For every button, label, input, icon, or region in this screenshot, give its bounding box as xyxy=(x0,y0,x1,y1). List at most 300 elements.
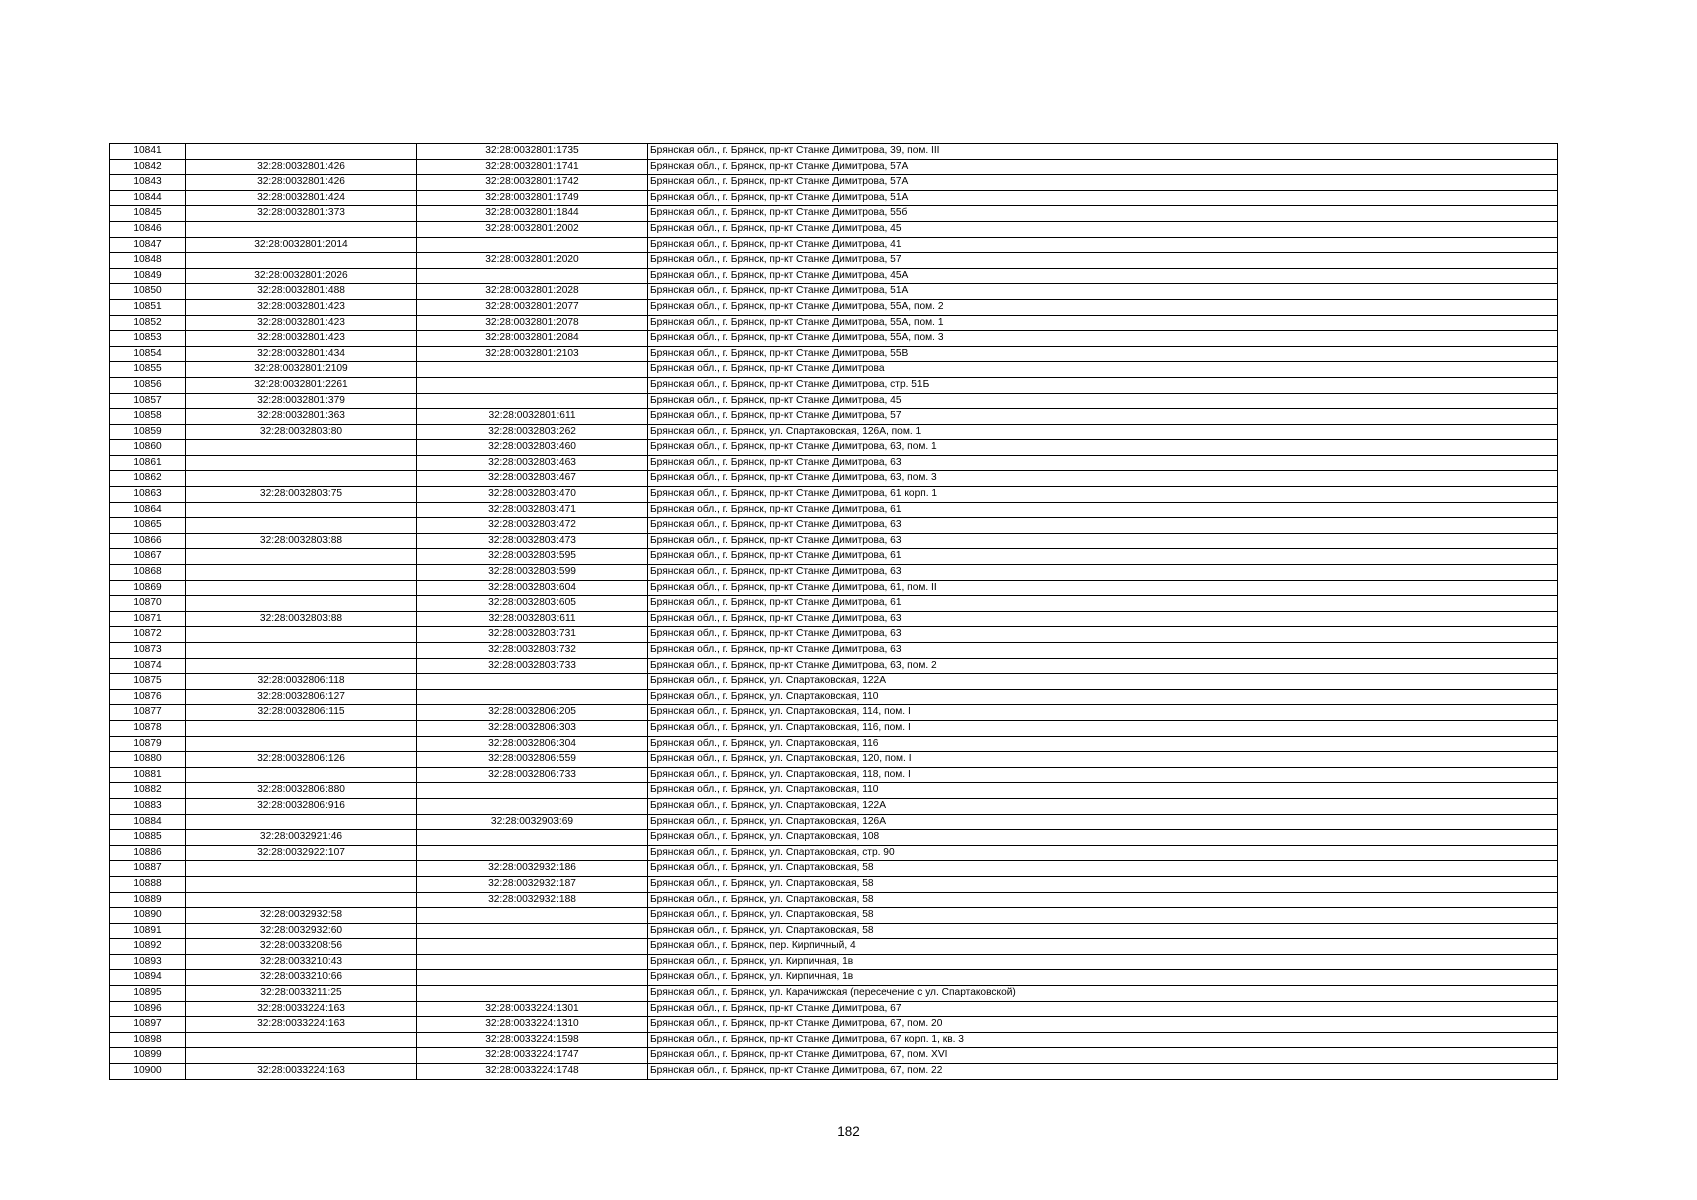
table-row xyxy=(110,253,1558,269)
address-cell: Брянская обл., г. Брянск, пр-кт Станке Димитрова, 67 xyxy=(648,1001,1558,1017)
address-cell: Брянская обл., г. Брянск, пр-кт Станке Димитрова, 57А xyxy=(648,175,1558,191)
row-number-cell: 10857 xyxy=(110,393,186,409)
table-row xyxy=(110,1017,1558,1033)
parcel-number-cell: 32:28:0032803:80 xyxy=(186,424,417,440)
parcel-number-cell xyxy=(186,221,417,237)
table-row xyxy=(110,502,1558,518)
row-number-cell: 10844 xyxy=(110,190,186,206)
object-number-cell xyxy=(417,908,648,924)
table-row xyxy=(110,689,1558,705)
parcel-number-cell: 32:28:0032801:2014 xyxy=(186,237,417,253)
parcel-number-cell: 32:28:0033210:66 xyxy=(186,970,417,986)
address-cell: Брянская обл., г. Брянск, пер. Кирпичный, 4 xyxy=(648,939,1558,955)
address-cell: Брянская обл., г. Брянск, пр-кт Станке Димитрова, 61 xyxy=(648,502,1558,518)
table-row xyxy=(110,876,1558,892)
row-number-cell: 10878 xyxy=(110,720,186,736)
object-number-cell: 32:28:0032803:611 xyxy=(417,611,648,627)
table-row xyxy=(110,299,1558,315)
parcel-number-cell xyxy=(186,471,417,487)
parcel-number-cell: 32:28:0032922:107 xyxy=(186,845,417,861)
object-number-cell: 32:28:0032932:186 xyxy=(417,861,648,877)
address-cell: Брянская обл., г. Брянск, ул. Спартаковская, стр. 90 xyxy=(648,845,1558,861)
parcel-number-cell xyxy=(186,549,417,565)
address-cell: Брянская обл., г. Брянск, пр-кт Станке Димитрова, 63 xyxy=(648,627,1558,643)
parcel-number-cell: 32:28:0032921:46 xyxy=(186,830,417,846)
row-number-cell: 10860 xyxy=(110,440,186,456)
parcel-number-cell xyxy=(186,518,417,534)
table-row xyxy=(110,861,1558,877)
table-row xyxy=(110,643,1558,659)
address-cell: Брянская обл., г. Брянск, пр-кт Станке Димитрова xyxy=(648,362,1558,378)
object-number-cell: 32:28:0032932:187 xyxy=(417,876,648,892)
address-cell: Брянская обл., г. Брянск, пр-кт Станке Димитрова, 55А, пом. 2 xyxy=(648,299,1558,315)
object-number-cell: 32:28:0032803:463 xyxy=(417,455,648,471)
row-number-cell: 10863 xyxy=(110,487,186,503)
parcel-number-cell: 32:28:0032932:58 xyxy=(186,908,417,924)
table-row xyxy=(110,424,1558,440)
object-number-cell xyxy=(417,268,648,284)
parcel-number-cell: 32:28:0032801:423 xyxy=(186,331,417,347)
row-number-cell: 10853 xyxy=(110,331,186,347)
table-row xyxy=(110,331,1558,347)
row-number-cell: 10852 xyxy=(110,315,186,331)
parcel-number-cell xyxy=(186,643,417,659)
row-number-cell: 10900 xyxy=(110,1064,186,1080)
table-row xyxy=(110,845,1558,861)
row-number-cell: 10885 xyxy=(110,830,186,846)
address-cell: Брянская обл., г. Брянск, пр-кт Станке Димитрова, 57 xyxy=(648,253,1558,269)
table-row xyxy=(110,487,1558,503)
table-row xyxy=(110,798,1558,814)
object-number-cell: 32:28:0032803:473 xyxy=(417,533,648,549)
table-row xyxy=(110,1048,1558,1064)
table-row xyxy=(110,159,1558,175)
parcel-number-cell: 32:28:0033224:163 xyxy=(186,1017,417,1033)
object-number-cell: 32:28:0032803:733 xyxy=(417,658,648,674)
row-number-cell: 10841 xyxy=(110,144,186,160)
object-number-cell: 32:28:0032801:1749 xyxy=(417,190,648,206)
address-cell: Брянская обл., г. Брянск, пр-кт Станке Димитрова, 63, пом. 2 xyxy=(648,658,1558,674)
address-cell: Брянская обл., г. Брянск, ул. Кирпичная, 1в xyxy=(648,954,1558,970)
row-number-cell: 10899 xyxy=(110,1048,186,1064)
address-cell: Брянская обл., г. Брянск, пр-кт Станке Димитрова, 45А xyxy=(648,268,1558,284)
table-row xyxy=(110,1032,1558,1048)
object-number-cell: 32:28:0032801:2002 xyxy=(417,221,648,237)
row-number-cell: 10842 xyxy=(110,159,186,175)
address-cell: Брянская обл., г. Брянск, ул. Спартаковская, 58 xyxy=(648,861,1558,877)
row-number-cell: 10876 xyxy=(110,689,186,705)
row-number-cell: 10851 xyxy=(110,299,186,315)
parcel-number-cell xyxy=(186,565,417,581)
address-cell: Брянская обл., г. Брянск, пр-кт Станке Димитрова, 51А xyxy=(648,284,1558,300)
parcel-number-cell: 32:28:0032803:88 xyxy=(186,533,417,549)
row-number-cell: 10859 xyxy=(110,424,186,440)
table-row xyxy=(110,175,1558,191)
parcel-number-cell: 32:28:0032803:75 xyxy=(186,487,417,503)
parcel-number-cell: 32:28:0032801:488 xyxy=(186,284,417,300)
table-row xyxy=(110,954,1558,970)
row-number-cell: 10895 xyxy=(110,986,186,1002)
table-row xyxy=(110,923,1558,939)
address-cell: Брянская обл., г. Брянск, пр-кт Станке Димитрова, 63 xyxy=(648,565,1558,581)
table-row xyxy=(110,939,1558,955)
object-number-cell: 32:28:0033224:1310 xyxy=(417,1017,648,1033)
table-row xyxy=(110,518,1558,534)
object-number-cell: 32:28:0032801:1741 xyxy=(417,159,648,175)
address-cell: Брянская обл., г. Брянск, ул. Кирпичная, 1в xyxy=(648,970,1558,986)
row-number-cell: 10881 xyxy=(110,767,186,783)
row-number-cell: 10864 xyxy=(110,502,186,518)
row-number-cell: 10873 xyxy=(110,643,186,659)
address-cell: Брянская обл., г. Брянск, пр-кт Станке Димитрова, 55б xyxy=(648,206,1558,222)
table-row xyxy=(110,206,1558,222)
address-cell: Брянская обл., г. Брянск, пр-кт Станке Димитрова, 63 xyxy=(648,455,1558,471)
table-row xyxy=(110,720,1558,736)
address-cell: Брянская обл., г. Брянск, ул. Спартаковская, 126А, пом. 1 xyxy=(648,424,1558,440)
row-number-cell: 10879 xyxy=(110,736,186,752)
address-cell: Брянская обл., г. Брянск, пр-кт Станке Димитрова, 51А xyxy=(648,190,1558,206)
address-cell: Брянская обл., г. Брянск, пр-кт Станке Димитрова, 55А, пом. 1 xyxy=(648,315,1558,331)
row-number-cell: 10898 xyxy=(110,1032,186,1048)
object-number-cell xyxy=(417,970,648,986)
object-number-cell: 32:28:0033224:1301 xyxy=(417,1001,648,1017)
row-number-cell: 10849 xyxy=(110,268,186,284)
row-number-cell: 10890 xyxy=(110,908,186,924)
parcel-number-cell xyxy=(186,455,417,471)
table-row xyxy=(110,471,1558,487)
table-row xyxy=(110,221,1558,237)
address-cell: Брянская обл., г. Брянск, пр-кт Станке Димитрова, 67, пом. XVI xyxy=(648,1048,1558,1064)
row-number-cell: 10867 xyxy=(110,549,186,565)
row-number-cell: 10865 xyxy=(110,518,186,534)
row-number-cell: 10869 xyxy=(110,580,186,596)
address-cell: Брянская обл., г. Брянск, пр-кт Станке Димитрова, 67 корп. 1, кв. 3 xyxy=(648,1032,1558,1048)
object-number-cell xyxy=(417,783,648,799)
object-number-cell xyxy=(417,986,648,1002)
parcel-number-cell: 32:28:0032801:2261 xyxy=(186,377,417,393)
parcel-number-cell: 32:28:0032801:423 xyxy=(186,315,417,331)
table-row xyxy=(110,892,1558,908)
parcel-number-cell: 32:28:0033208:56 xyxy=(186,939,417,955)
row-number-cell: 10856 xyxy=(110,377,186,393)
object-number-cell: 32:28:0032806:559 xyxy=(417,752,648,768)
address-cell: Брянская обл., г. Брянск, ул. Спартаковская, 110 xyxy=(648,689,1558,705)
parcel-number-cell: 32:28:0032803:88 xyxy=(186,611,417,627)
table-row xyxy=(110,393,1558,409)
row-number-cell: 10850 xyxy=(110,284,186,300)
page-number: 182 xyxy=(837,1124,860,1139)
address-cell: Брянская обл., г. Брянск, пр-кт Станке Димитрова, 67, пом. 22 xyxy=(648,1064,1558,1080)
parcel-number-cell: 32:28:0033210:43 xyxy=(186,954,417,970)
address-cell: Брянская обл., г. Брянск, ул. Спартаковская, 110 xyxy=(648,783,1558,799)
row-number-cell: 10884 xyxy=(110,814,186,830)
object-number-cell: 32:28:0032803:605 xyxy=(417,596,648,612)
object-number-cell xyxy=(417,377,648,393)
object-number-cell xyxy=(417,362,648,378)
table-row xyxy=(110,315,1558,331)
records-table xyxy=(109,143,1558,1080)
address-cell: Брянская обл., г. Брянск, ул. Спартаковская, 58 xyxy=(648,923,1558,939)
table-row xyxy=(110,549,1558,565)
object-number-cell: 32:28:0032803:599 xyxy=(417,565,648,581)
address-cell: Брянская обл., г. Брянск, пр-кт Станке Димитрова, 41 xyxy=(648,237,1558,253)
row-number-cell: 10847 xyxy=(110,237,186,253)
address-cell: Брянская обл., г. Брянск, ул. Спартаковская, 120, пом. I xyxy=(648,752,1558,768)
table-row xyxy=(110,611,1558,627)
table-row xyxy=(110,986,1558,1002)
parcel-number-cell xyxy=(186,144,417,160)
table-row xyxy=(110,970,1558,986)
address-cell: Брянская обл., г. Брянск, пр-кт Станке Димитрова, 63, пом. 1 xyxy=(648,440,1558,456)
object-number-cell: 32:28:0032932:188 xyxy=(417,892,648,908)
parcel-number-cell xyxy=(186,1048,417,1064)
row-number-cell: 10882 xyxy=(110,783,186,799)
parcel-number-cell: 32:28:0032806:126 xyxy=(186,752,417,768)
object-number-cell xyxy=(417,923,648,939)
row-number-cell: 10870 xyxy=(110,596,186,612)
object-number-cell: 32:28:0032801:2077 xyxy=(417,299,648,315)
row-number-cell: 10862 xyxy=(110,471,186,487)
table-row xyxy=(110,627,1558,643)
row-number-cell: 10886 xyxy=(110,845,186,861)
table-row xyxy=(110,455,1558,471)
parcel-number-cell: 32:28:0032801:2026 xyxy=(186,268,417,284)
row-number-cell: 10843 xyxy=(110,175,186,191)
object-number-cell: 32:28:0032801:2084 xyxy=(417,331,648,347)
table-row xyxy=(110,580,1558,596)
row-number-cell: 10896 xyxy=(110,1001,186,1017)
object-number-cell: 32:28:0032803:732 xyxy=(417,643,648,659)
parcel-number-cell: 32:28:0032801:426 xyxy=(186,175,417,191)
parcel-number-cell xyxy=(186,580,417,596)
object-number-cell: 32:28:0032801:1735 xyxy=(417,144,648,160)
row-number-cell: 10868 xyxy=(110,565,186,581)
row-number-cell: 10887 xyxy=(110,861,186,877)
address-cell: Брянская обл., г. Брянск, пр-кт Станке Димитрова, 45 xyxy=(648,393,1558,409)
parcel-number-cell: 32:28:0032801:373 xyxy=(186,206,417,222)
object-number-cell: 32:28:0032801:611 xyxy=(417,409,648,425)
address-cell: Брянская обл., г. Брянск, ул. Спартаковская, 116 xyxy=(648,736,1558,752)
address-cell: Брянская обл., г. Брянск, ул. Карачижская (пересечение с ул. Спартаковской) xyxy=(648,986,1558,1002)
table-row xyxy=(110,705,1558,721)
parcel-number-cell xyxy=(186,596,417,612)
row-number-cell: 10866 xyxy=(110,533,186,549)
parcel-number-cell: 32:28:0033224:163 xyxy=(186,1001,417,1017)
table-row xyxy=(110,736,1558,752)
parcel-number-cell: 32:28:0032932:60 xyxy=(186,923,417,939)
object-number-cell: 32:28:0032803:472 xyxy=(417,518,648,534)
row-number-cell: 10858 xyxy=(110,409,186,425)
row-number-cell: 10880 xyxy=(110,752,186,768)
parcel-number-cell: 32:28:0032801:424 xyxy=(186,190,417,206)
parcel-number-cell xyxy=(186,720,417,736)
table-row xyxy=(110,346,1558,362)
parcel-number-cell: 32:28:0033211:25 xyxy=(186,986,417,1002)
row-number-cell: 10848 xyxy=(110,253,186,269)
parcel-number-cell: 32:28:0033224:163 xyxy=(186,1064,417,1080)
parcel-number-cell: 32:28:0032806:916 xyxy=(186,798,417,814)
parcel-number-cell: 32:28:0032801:363 xyxy=(186,409,417,425)
address-cell: Брянская обл., г. Брянск, пр-кт Станке Димитрова, 61 корп. 1 xyxy=(648,487,1558,503)
table-row xyxy=(110,596,1558,612)
table-row xyxy=(110,814,1558,830)
parcel-number-cell xyxy=(186,658,417,674)
object-number-cell xyxy=(417,939,648,955)
row-number-cell: 10875 xyxy=(110,674,186,690)
parcel-number-cell xyxy=(186,502,417,518)
parcel-number-cell: 32:28:0032801:379 xyxy=(186,393,417,409)
address-cell: Брянская обл., г. Брянск, пр-кт Станке Димитрова, 55А, пом. 3 xyxy=(648,331,1558,347)
records-table-body xyxy=(110,144,1558,1080)
parcel-number-cell: 32:28:0032806:118 xyxy=(186,674,417,690)
row-number-cell: 10889 xyxy=(110,892,186,908)
object-number-cell xyxy=(417,830,648,846)
table-row xyxy=(110,1064,1558,1080)
row-number-cell: 10855 xyxy=(110,362,186,378)
parcel-number-cell xyxy=(186,876,417,892)
object-number-cell: 32:28:0032806:303 xyxy=(417,720,648,736)
table-row xyxy=(110,533,1558,549)
address-cell: Брянская обл., г. Брянск, пр-кт Станке Димитрова, 39, пом. III xyxy=(648,144,1558,160)
object-number-cell: 32:28:0032803:595 xyxy=(417,549,648,565)
address-cell: Брянская обл., г. Брянск, пр-кт Станке Димитрова, 63 xyxy=(648,611,1558,627)
object-number-cell xyxy=(417,798,648,814)
table-row xyxy=(110,565,1558,581)
object-number-cell: 32:28:0032801:1844 xyxy=(417,206,648,222)
object-number-cell: 32:28:0032801:2020 xyxy=(417,253,648,269)
object-number-cell: 32:28:0032803:470 xyxy=(417,487,648,503)
object-number-cell: 32:28:0032801:1742 xyxy=(417,175,648,191)
parcel-number-cell xyxy=(186,861,417,877)
row-number-cell: 10894 xyxy=(110,970,186,986)
object-number-cell: 32:28:0032803:467 xyxy=(417,471,648,487)
row-number-cell: 10871 xyxy=(110,611,186,627)
object-number-cell xyxy=(417,393,648,409)
parcel-number-cell xyxy=(186,1032,417,1048)
table-row xyxy=(110,440,1558,456)
table-row xyxy=(110,752,1558,768)
row-number-cell: 10897 xyxy=(110,1017,186,1033)
row-number-cell: 10872 xyxy=(110,627,186,643)
address-cell: Брянская обл., г. Брянск, пр-кт Станке Димитрова, 63 xyxy=(648,518,1558,534)
object-number-cell xyxy=(417,689,648,705)
object-number-cell: 32:28:0032806:304 xyxy=(417,736,648,752)
row-number-cell: 10893 xyxy=(110,954,186,970)
address-cell: Брянская обл., г. Брянск, пр-кт Станке Димитрова, 63 xyxy=(648,643,1558,659)
row-number-cell: 10874 xyxy=(110,658,186,674)
table-row xyxy=(110,658,1558,674)
table-row xyxy=(110,908,1558,924)
parcel-number-cell xyxy=(186,767,417,783)
object-number-cell: 32:28:0032803:460 xyxy=(417,440,648,456)
object-number-cell xyxy=(417,845,648,861)
address-cell: Брянская обл., г. Брянск, пр-кт Станке Димитрова, 63, пом. 3 xyxy=(648,471,1558,487)
object-number-cell: 32:28:0032803:262 xyxy=(417,424,648,440)
address-cell: Брянская обл., г. Брянск, пр-кт Станке Димитрова, 57 xyxy=(648,409,1558,425)
object-number-cell: 32:28:0032806:733 xyxy=(417,767,648,783)
table-row xyxy=(110,144,1558,160)
object-number-cell: 32:28:0032806:205 xyxy=(417,705,648,721)
address-cell: Брянская обл., г. Брянск, пр-кт Станке Димитрова, 61 xyxy=(648,596,1558,612)
address-cell: Брянская обл., г. Брянск, ул. Спартаковская, 122А xyxy=(648,798,1558,814)
object-number-cell: 32:28:0032803:471 xyxy=(417,502,648,518)
address-cell: Брянская обл., г. Брянск, пр-кт Станке Димитрова, 45 xyxy=(648,221,1558,237)
table-row xyxy=(110,674,1558,690)
address-cell: Брянская обл., г. Брянск, пр-кт Станке Димитрова, 61 xyxy=(648,549,1558,565)
address-cell: Брянская обл., г. Брянск, ул. Спартаковская, 58 xyxy=(648,908,1558,924)
address-cell: Брянская обл., г. Брянск, пр-кт Станке Димитрова, 67, пом. 20 xyxy=(648,1017,1558,1033)
address-cell: Брянская обл., г. Брянск, пр-кт Станке Димитрова, 61, пом. II xyxy=(648,580,1558,596)
table-row xyxy=(110,377,1558,393)
parcel-number-cell: 32:28:0032801:434 xyxy=(186,346,417,362)
table-row xyxy=(110,190,1558,206)
address-cell: Брянская обл., г. Брянск, ул. Спартаковская, 118, пом. I xyxy=(648,767,1558,783)
table-row xyxy=(110,1001,1558,1017)
address-cell: Брянская обл., г. Брянск, ул. Спартаковская, 114, пом. I xyxy=(648,705,1558,721)
address-cell: Брянская обл., г. Брянск, пр-кт Станке Димитрова, 55В xyxy=(648,346,1558,362)
object-number-cell: 32:28:0032801:2028 xyxy=(417,284,648,300)
parcel-number-cell xyxy=(186,253,417,269)
row-number-cell: 10883 xyxy=(110,798,186,814)
parcel-number-cell: 32:28:0032806:880 xyxy=(186,783,417,799)
parcel-number-cell: 32:28:0032806:115 xyxy=(186,705,417,721)
parcel-number-cell: 32:28:0032801:423 xyxy=(186,299,417,315)
parcel-number-cell: 32:28:0032801:2109 xyxy=(186,362,417,378)
table-row xyxy=(110,237,1558,253)
address-cell: Брянская обл., г. Брянск, пр-кт Станке Димитрова, 57А xyxy=(648,159,1558,175)
parcel-number-cell xyxy=(186,627,417,643)
parcel-number-cell xyxy=(186,892,417,908)
row-number-cell: 10845 xyxy=(110,206,186,222)
row-number-cell: 10877 xyxy=(110,705,186,721)
object-number-cell: 32:28:0032801:2103 xyxy=(417,346,648,362)
row-number-cell: 10854 xyxy=(110,346,186,362)
object-number-cell: 32:28:0032803:604 xyxy=(417,580,648,596)
object-number-cell: 32:28:0033224:1748 xyxy=(417,1064,648,1080)
parcel-number-cell xyxy=(186,440,417,456)
row-number-cell: 10888 xyxy=(110,876,186,892)
parcel-number-cell xyxy=(186,736,417,752)
object-number-cell: 32:28:0033224:1747 xyxy=(417,1048,648,1064)
table-row xyxy=(110,362,1558,378)
parcel-number-cell xyxy=(186,814,417,830)
address-cell: Брянская обл., г. Брянск, пр-кт Станке Димитрова, стр. 51Б xyxy=(648,377,1558,393)
row-number-cell: 10891 xyxy=(110,923,186,939)
table-row xyxy=(110,284,1558,300)
address-cell: Брянская обл., г. Брянск, ул. Спартаковская, 126А xyxy=(648,814,1558,830)
object-number-cell: 32:28:0033224:1598 xyxy=(417,1032,648,1048)
address-cell: Брянская обл., г. Брянск, ул. Спартаковская, 116, пом. I xyxy=(648,720,1558,736)
table-row xyxy=(110,767,1558,783)
address-cell: Брянская обл., г. Брянск, ул. Спартаковская, 108 xyxy=(648,830,1558,846)
row-number-cell: 10892 xyxy=(110,939,186,955)
address-cell: Брянская обл., г. Брянск, ул. Спартаковская, 58 xyxy=(648,876,1558,892)
row-number-cell: 10846 xyxy=(110,221,186,237)
object-number-cell xyxy=(417,237,648,253)
table-row xyxy=(110,830,1558,846)
parcel-number-cell: 32:28:0032806:127 xyxy=(186,689,417,705)
address-cell: Брянская обл., г. Брянск, пр-кт Станке Димитрова, 63 xyxy=(648,533,1558,549)
table-row xyxy=(110,409,1558,425)
table-row xyxy=(110,268,1558,284)
parcel-number-cell: 32:28:0032801:426 xyxy=(186,159,417,175)
object-number-cell: 32:28:0032803:731 xyxy=(417,627,648,643)
row-number-cell: 10861 xyxy=(110,455,186,471)
address-cell: Брянская обл., г. Брянск, ул. Спартаковская, 122А xyxy=(648,674,1558,690)
object-number-cell: 32:28:0032801:2078 xyxy=(417,315,648,331)
object-number-cell xyxy=(417,954,648,970)
object-number-cell: 32:28:0032903:69 xyxy=(417,814,648,830)
